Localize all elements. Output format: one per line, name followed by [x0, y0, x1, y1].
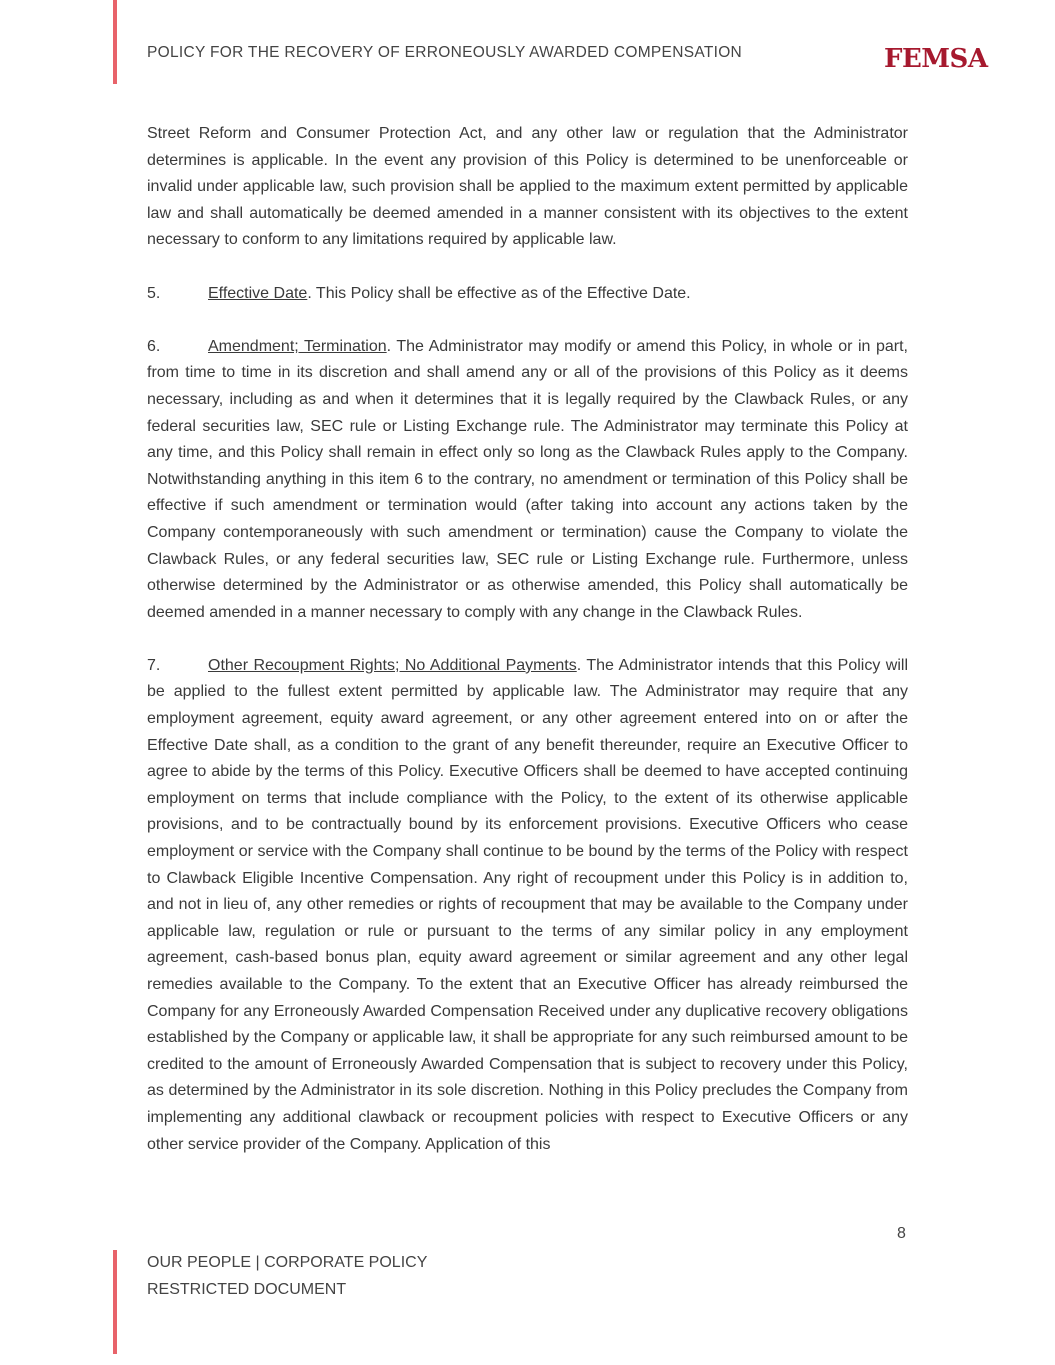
section-5: [147, 281, 908, 308]
intro-paragraph: Street Reform and Consumer Protection Act, and any other law or regulation that the Administrator determines is applicable. In the event any provision of this Policy is determined to be unenforceable or invalid under applicable law, such provision shall be applied to the maximum extent permitted by applicable law and shall automatically be deemed amended in a manner consistent with its objectives to the extent necessary to conform to any limitations required by applicable law.: [147, 125, 908, 249]
section-text: . The Administrator may modify or amend this Policy, in whole or in part, from time to time in its discretion and shall amend any or all of the provisions of this Policy as it deems necessary, including as and when it determines that it is legally required by the Clawback Rules, or any federal securities law, SEC rule or Listing Exchange rule. The Administrator may terminate this Policy at any time, and this Policy shall remain in effect only so long as the Clawback Rules apply to the Company. Notwithstanding anything in this item 6 to the contrary, no amendment or termination of this Policy shall be effective if such amendment or termination would (after taking into account any actions taken by the Company contemporaneously with such amendment or termination) cause the Company to violate the Clawback Rules, or any federal securities law, SEC rule or Listing Exchange rule. Furthermore, unless otherwise determined by the Administrator or as otherwise amended, this Policy shall automatically be deemed amended in a manner necessary to comply with any change in the Clawback Rules.: [147, 337, 909, 621]
section-text: . The Administrator intends that this Policy will be applied to the fullest extent permitted by applicable law. The Administrator may require that any employment agreement, equity award agreement, or any other agreement entered into on or after the Effective Date shall, as a condition to the grant of any benefit thereunder, require an Executive Officer to agree to abide by the terms of this Policy. Executive Officers shall be deemed to have accepted continuing employment on terms that include compliance with the Policy, to the extent of its otherwise applicable provisions, and to be contractually bound by its enforcement provisions. Executive Officers who cease employment or service with the Company shall continue to be bound by the terms of the Policy with respect to Clawback Eligible Incentive Compensation. Any right of recoupment under this Policy is in addition to, and not in lieu of, any other remedies or rights of recoupment that may be available to the Company under applicable law, regulation or rule or pursuant to the terms of any similar policy in any employment agreement, cash-based bonus plan, equity award agreement or similar agreement and any other legal remedies available to the Company. To the extent that an Executive Officer has already reimbursed the Company for any Erroneously Awarded Compensation Received under any duplicative recovery obligations established by the Company or applicable law, it shall be appropriate for any such reimbursed amount to be credited to the amount of Erroneously Awarded Compensation that is subject to recovery under this Policy, as determined by the Administrator in its sole discretion. Nothing in this Policy precludes the Company from implementing any additional clawback or recoupment policies with respect to Executive Officers or any other service provider of the Company. Application of this: [147, 656, 908, 1153]
femsa-logo: FEMSA: [884, 44, 988, 74]
page-number: 8: [897, 1225, 906, 1242]
section-7: [147, 653, 908, 1158]
section-number: 6.: [147, 337, 161, 355]
footer: [147, 1250, 427, 1303]
section-heading: Amendment; Termination: [208, 337, 387, 355]
section-heading: Effective Date: [208, 284, 308, 302]
header-accent-bar: [113, 0, 117, 84]
footer-category: OUR PEOPLE | CORPORATE POLICY: [147, 1254, 428, 1271]
section-text: . This Policy shall be effective as of the Effective Date.: [307, 284, 691, 302]
section-number: 5.: [147, 284, 161, 302]
section-number: 7.: [147, 656, 161, 674]
document-body: [147, 121, 908, 1185]
footer-accent-bar: [113, 1250, 117, 1354]
section-6: [147, 334, 908, 627]
footer-classification: RESTRICTED DOCUMENT: [147, 1280, 347, 1298]
document-title: POLICY FOR THE RECOVERY OF ERRONEOUSLY AWARDED COMPENSATION: [147, 44, 743, 61]
section-heading: Other Recoupment Rights; No Additional Payments: [208, 656, 577, 674]
